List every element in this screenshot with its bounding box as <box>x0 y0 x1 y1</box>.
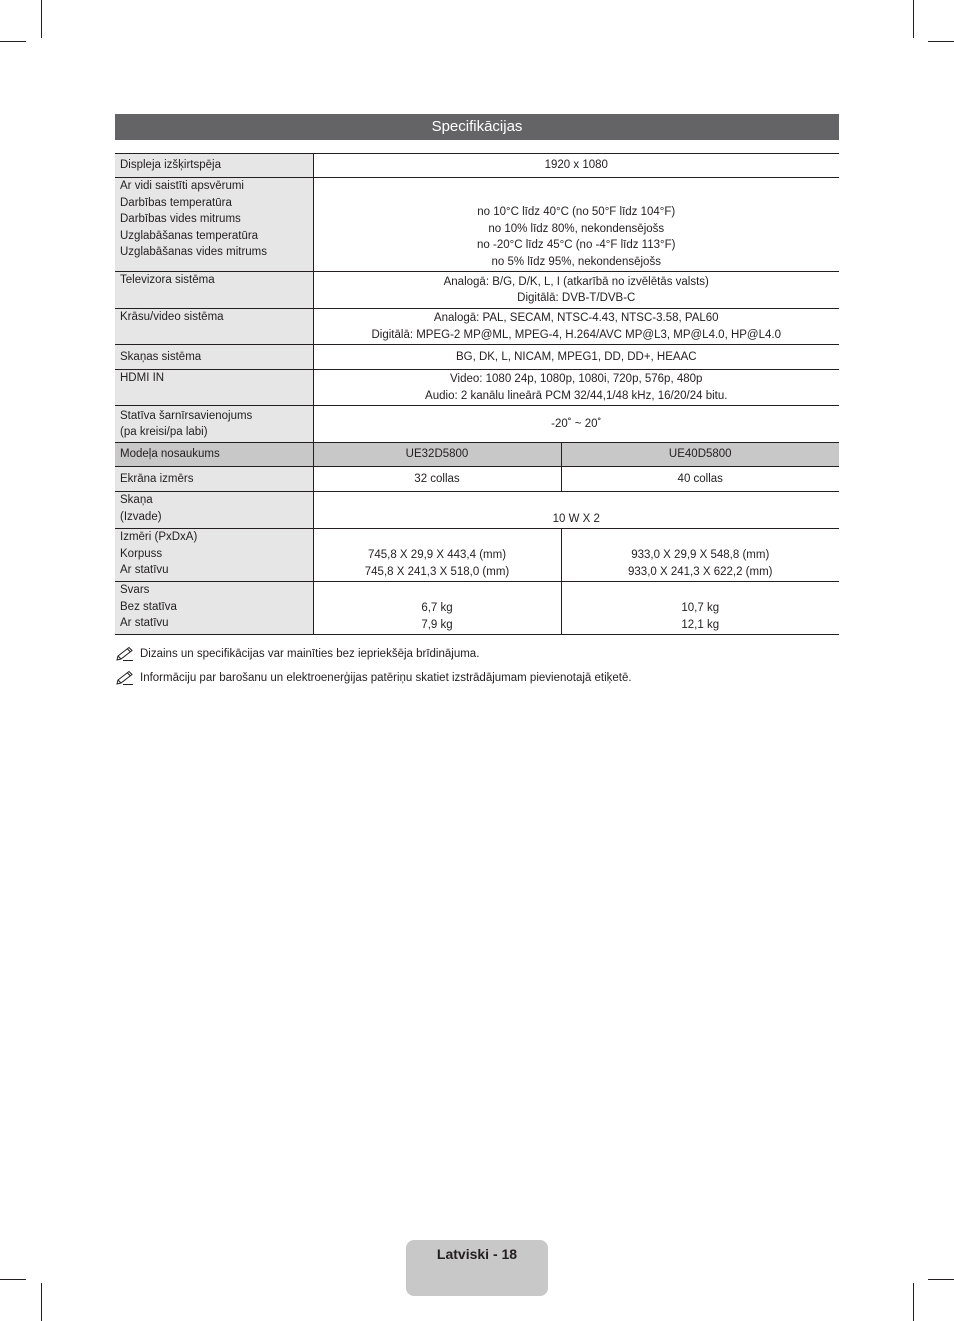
spec-label: Displeja izšķirtspēja <box>115 154 313 178</box>
page-number: Latviski - 18 <box>436 1246 518 1262</box>
spec-label: Skaņas sistēma <box>115 345 313 370</box>
notes <box>115 642 839 690</box>
note-item <box>115 666 839 690</box>
table-row <box>115 443 839 467</box>
note-text: Informāciju par barošanu un elektroenerģijas patēriņu skatiet izstrādājumam pievienotajā etiķetē. <box>140 671 632 684</box>
spec-label: Svars Bez statīva Ar statīvu <box>115 582 313 635</box>
table-row <box>115 154 839 178</box>
spec-label: Krāsu/video sistēma <box>115 309 313 345</box>
crop-mark <box>0 1279 26 1280</box>
crop-mark <box>41 0 42 38</box>
spec-value: 933,0 X 29,9 X 548,8 (mm) 933,0 X 241,3 X 622,2 (mm) <box>561 529 839 582</box>
spec-value: 6,7 kg 7,9 kg <box>313 582 561 635</box>
spec-value: 32 collas <box>313 467 561 492</box>
model-name: UE40D5800 <box>561 443 839 467</box>
spec-label: HDMI IN <box>115 370 313 406</box>
crop-mark <box>41 1283 42 1321</box>
table-row <box>115 467 839 492</box>
table-row <box>115 406 839 443</box>
spec-value: 10 W X 2 <box>313 492 839 529</box>
spec-value: 745,8 X 29,9 X 443,4 (mm) 745,8 X 241,3 X 518,0 (mm) <box>313 529 561 582</box>
spec-label: Televizora sistēma <box>115 272 313 309</box>
spec-value: 10,7 kg 12,1 kg <box>561 582 839 635</box>
section-title: Specifikācijas <box>115 114 839 140</box>
spec-value: no 10°C līdz 40°C (no 50°F līdz 104°F) no 10% līdz 80%, nekondensējošs no -20°C līdz 45°C (no -4°F līdz 113°F) no 5% līdz 95%, nekondensējošs <box>313 178 839 272</box>
note-text: Dizains un specifikācijas var mainīties bez iepriekšēja brīdinājuma. <box>140 647 480 660</box>
table-row <box>115 345 839 370</box>
table-row <box>115 272 839 309</box>
spec-value: BG, DK, L, NICAM, MPEG1, DD, DD+, HEAAC <box>313 345 839 370</box>
spec-label: Modeļa nosaukums <box>115 443 313 467</box>
table-row <box>115 370 839 406</box>
crop-mark <box>913 1283 914 1321</box>
spec-label: Ar vidi saistīti apsvērumi Darbības temperatūra Darbības vides mitrums Uzglabāšanas temperatūra Uzglabāšanas vides mitrums <box>115 178 313 272</box>
table-row <box>115 582 839 635</box>
pencil-icon <box>115 646 135 662</box>
spec-value: 40 collas <box>561 467 839 492</box>
pencil-icon <box>115 670 135 686</box>
spec-value: Video: 1080 24p, 1080p, 1080i, 720p, 576p, 480p Audio: 2 kanālu lineārā PCM 32/44,1/48 kHz, 16/20/24 bitu. <box>313 370 839 406</box>
note-item <box>115 642 839 666</box>
spec-value: 1920 x 1080 <box>313 154 839 178</box>
table-row <box>115 492 839 529</box>
spec-table <box>115 153 839 635</box>
spec-value: Analogā: PAL, SECAM, NTSC-4.43, NTSC-3.58, PAL60 Digitālā: MPEG-2 MP@ML, MPEG-4, H.264/AVC MP@L3, MP@L4.0, HP@L4.0 <box>313 309 839 345</box>
table-row <box>115 529 839 582</box>
spec-label: Ekrāna izmērs <box>115 467 313 492</box>
crop-mark <box>913 0 914 38</box>
spec-value: Analogā: B/G, D/K, L, I (atkarībā no izvēlētās valsts) Digitālā: DVB-T/DVB-C <box>313 272 839 309</box>
spec-label: Skaņa (Izvade) <box>115 492 313 529</box>
crop-mark <box>928 1279 954 1280</box>
spec-value: -20˚ ~ 20˚ <box>313 406 839 443</box>
table-row <box>115 309 839 345</box>
crop-mark <box>0 41 26 42</box>
page-number-tab <box>406 1240 548 1296</box>
spec-label: Izmēri (PxDxA) Korpuss Ar statīvu <box>115 529 313 582</box>
table-row <box>115 178 839 272</box>
crop-mark <box>928 41 954 42</box>
spec-label: Statīva šarnīrsavienojums (pa kreisi/pa labi) <box>115 406 313 443</box>
model-name: UE32D5800 <box>313 443 561 467</box>
